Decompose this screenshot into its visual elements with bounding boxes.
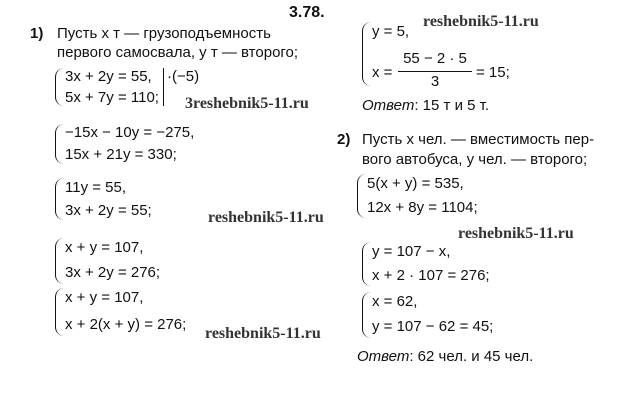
- part2-label: 2): [337, 131, 351, 148]
- equation: 12x + 8y = 1104;: [367, 199, 478, 216]
- part2-intro-line1: Пусть x чел. — вместимость пер-: [362, 131, 595, 148]
- equation: x + 2 · 107 = 276;: [372, 267, 490, 284]
- equation-system: [357, 172, 517, 220]
- part2-intro-line2: вого автобуса, y чел. — второго;: [362, 151, 588, 168]
- equation-left: x =: [372, 64, 393, 81]
- equation: 3x + 2y = 55;: [65, 202, 152, 219]
- equation: 3x + 2y = 276;: [65, 264, 161, 281]
- problem-number: 3.78.: [289, 4, 325, 21]
- fraction-numerator: 55 − 2 · 5: [403, 50, 467, 67]
- watermark: reshebnik5-11.ru: [205, 325, 321, 342]
- system-brace: [55, 238, 64, 284]
- equation: −15x − 10y = −275,: [65, 124, 195, 141]
- system-brace: [55, 124, 64, 164]
- equation-system: [55, 286, 215, 338]
- equation-system: [55, 236, 195, 286]
- equation: y = 5,: [372, 23, 410, 40]
- equation: x = 62,: [372, 293, 418, 310]
- equation: x + 2(x + y) = 276;: [65, 316, 187, 333]
- system-brace: [55, 178, 64, 220]
- part1-answer: Ответ: 15 т и 5 т.: [362, 97, 489, 114]
- part1-label: 1): [30, 25, 44, 42]
- equation-system: [362, 290, 542, 340]
- equation: x + y = 107,: [65, 239, 144, 256]
- system-brace: [362, 22, 371, 86]
- multiplier-bar: [163, 68, 164, 106]
- system-brace: [357, 174, 366, 218]
- system-brace: [55, 68, 64, 106]
- fraction-denominator: 3: [430, 73, 440, 90]
- system-brace: [55, 288, 64, 336]
- equation: y = 107 − x,: [372, 243, 451, 260]
- equation-right: = 15;: [476, 64, 510, 81]
- equation: 5x + 7y = 110;: [65, 89, 159, 106]
- equation: 3x + 2y = 55,: [65, 68, 152, 85]
- equation-system: [55, 66, 215, 108]
- watermark: 3reshebnik5-11.ru: [185, 95, 309, 112]
- equation-system: [362, 240, 522, 288]
- part2-answer: Ответ: 62 чел. и 45 чел.: [357, 348, 534, 365]
- system-brace: [362, 292, 371, 338]
- part1-intro-line1: Пусть x т — грузоподъемность: [57, 25, 271, 42]
- watermark: reshebnik5-11.ru: [423, 13, 539, 30]
- equation: 5(x + y) = 535,: [367, 175, 464, 192]
- watermark: reshebnik5-11.ru: [208, 209, 324, 226]
- multiplier: ·(−5): [167, 68, 200, 85]
- part1-intro-line2: первого самосвала, y т — второго;: [57, 44, 299, 61]
- equation: 15x + 21y = 330;: [65, 146, 177, 163]
- equation: y = 107 − 62 = 45;: [372, 318, 494, 335]
- equation-system: [55, 176, 195, 222]
- watermark: reshebnik5-11.ru: [458, 225, 574, 242]
- equation-system: [362, 20, 522, 92]
- equation-system: [55, 122, 245, 166]
- equation: x + y = 107,: [65, 289, 144, 306]
- fraction-bar: [398, 71, 472, 72]
- system-brace: [362, 242, 371, 286]
- equation: 11y = 55,: [65, 179, 127, 196]
